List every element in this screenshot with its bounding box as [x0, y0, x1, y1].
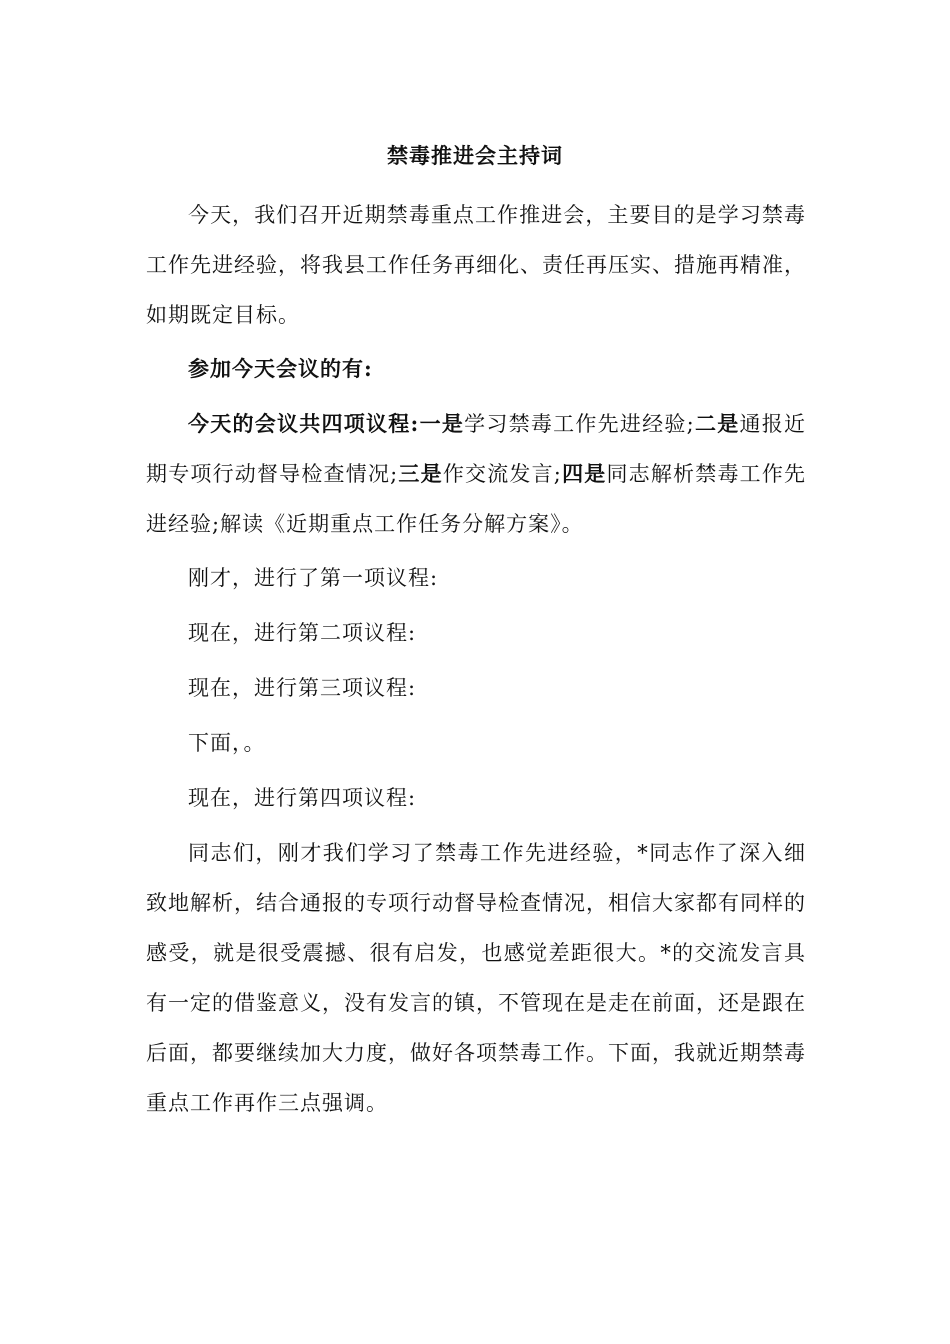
- paragraph-agenda-four: 现在，进行第四项议程:: [188, 786, 417, 810]
- agenda-lead: 今天的会议共四项议程:: [188, 411, 420, 436]
- agenda-item-1: 学习禁毒工作先进经验;: [464, 412, 695, 436]
- paragraph-agenda-three: 现在，进行第三项议程:: [188, 676, 417, 700]
- agenda-item-4: 同志解析禁毒工作先进经验;解读《近期重点工作任务分解方案》。: [146, 462, 807, 536]
- paragraph-attendees: 参加今天会议的有:: [188, 356, 373, 381]
- agenda-marker-4: 四是: [561, 461, 607, 486]
- agenda-marker-1: 一是: [419, 411, 465, 436]
- agenda-item-3: 作交流发言;: [442, 462, 562, 486]
- paragraph-agenda-one: 刚才，进行了第一项议程:: [188, 566, 439, 590]
- agenda-marker-2: 二是: [694, 411, 740, 436]
- paragraph-next: 下面，。: [188, 731, 266, 755]
- document-title: 禁毒推进会主持词: [387, 143, 563, 168]
- document-body: [146, 190, 806, 1132]
- paragraph-agenda-two: 现在，进行第二项议程:: [188, 621, 417, 645]
- paragraph-agenda: [146, 399, 806, 549]
- paragraph-summary: 同志们，刚才我们学习了禁毒工作先进经验，*同志作了深入细致地解析，结合通报的专项行动督导检查情况，相信大家都有同样的感受，就是很受震撼、很有启发，也感觉差距很大。*的交流发言具有一定的借鉴意义，没有发言的镇，不管现在是走在前面，还是跟在后面，都要继续加大力度，做好各项禁毒工作。下面，我就近期禁毒重点工作再作三点强调。: [146, 841, 806, 1115]
- paragraph-opening: 今天，我们召开近期禁毒重点工作推进会，主要目的是学习禁毒工作先进经验，将我县工作任务再细化、责任再压实、措施再精准，如期既定目标。: [146, 203, 806, 327]
- agenda-item-2: 通报近期专项行动督导检查情况;: [146, 412, 807, 486]
- agenda-marker-3: 三是: [398, 461, 443, 486]
